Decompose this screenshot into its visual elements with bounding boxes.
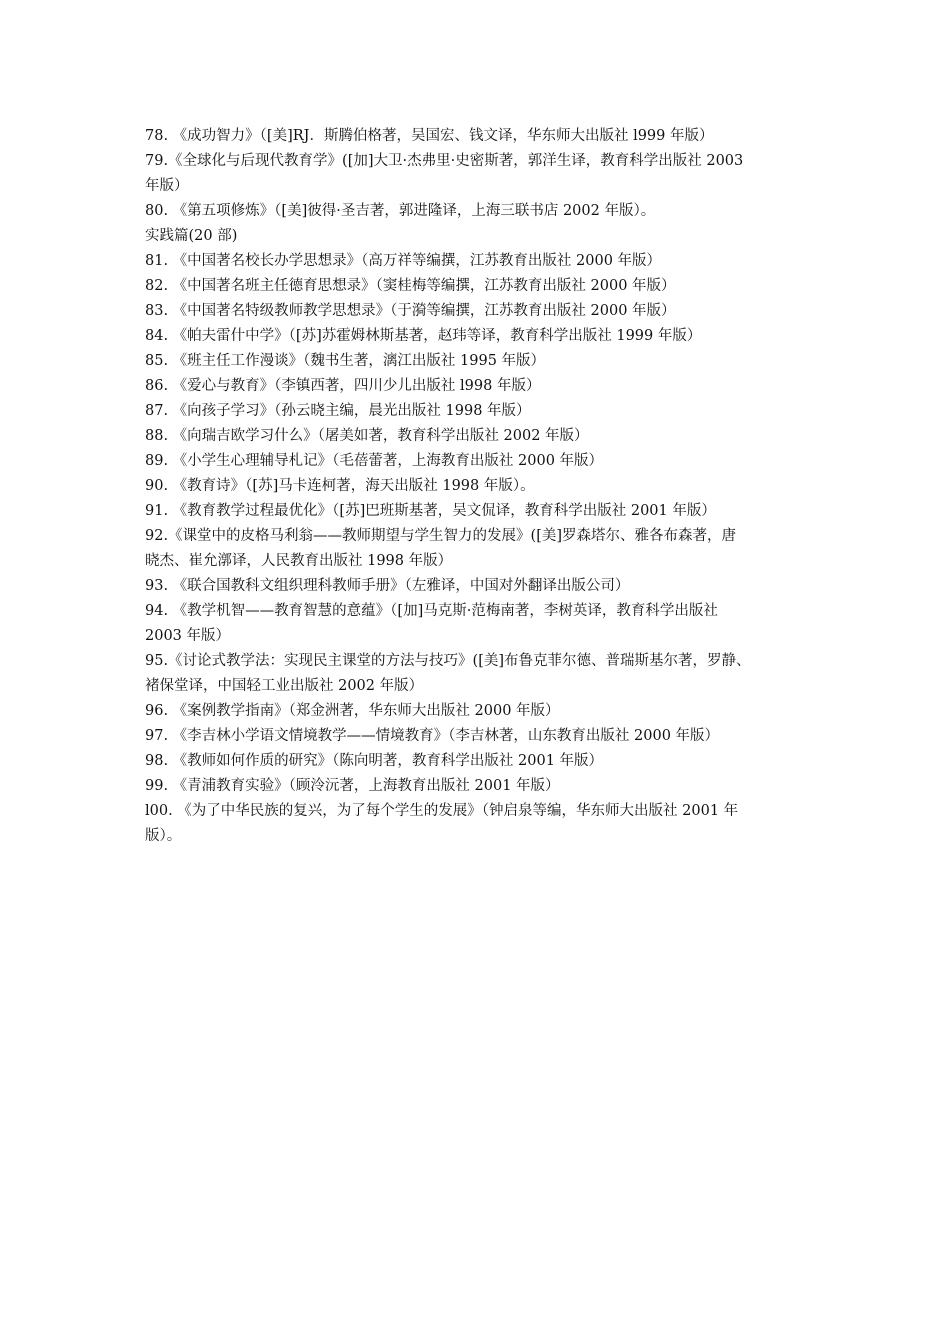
entry-text-line: 92.《课堂中的皮格马利翁——教师期望与学生智力的发展》([美]罗森塔尔、雅各布森著，唐 (145, 528, 737, 544)
entry-text-line: 82. 《中国著名班主任德育思想录》（窦桂梅等编撰，江苏教育出版社 2000 年版） (145, 278, 676, 294)
entry-text-line: l00. 《为了中华民族的复兴，为了每个学生的发展》（钟启泉等编，华东师大出版社 2001 年 (145, 803, 739, 819)
book-list-entry (145, 399, 810, 424)
entry-text-line: 实践篇(20 部) (145, 228, 238, 244)
book-list-entry (145, 224, 810, 249)
entry-text-line: 78. 《成功智力》（[美]RJ．斯腾伯格著，吴国宏、钱文译，华东师大出版社 l999 年版） (145, 128, 714, 144)
book-list-entry (145, 149, 810, 199)
entry-text-line: 2003 年版） (145, 628, 231, 644)
book-list-entry (145, 299, 810, 324)
book-list-entry (145, 599, 810, 649)
entry-text-line: 98. 《教师如何作质的研究》（陈向明著，教育科学出版社 2001 年版） (145, 753, 604, 769)
entry-text-line: 79.《全球化与后现代教育学》([加]大卫·杰弗里·史密斯著，郭洋生译，教育科学出版社 2003 (145, 153, 744, 169)
entry-text-line: 99. 《青浦教育实验》（顾泠沅著，上海教育出版社 2001 年版） (145, 778, 560, 794)
entry-text-line: 94. 《教学机智——教育智慧的意蕴》（[加]马克斯·范梅南著，李树英译，教育科学出版社 (145, 603, 718, 619)
book-list-entry (145, 349, 810, 374)
book-list-entry (145, 749, 810, 774)
book-list-entry (145, 799, 810, 849)
entry-text-line: 93. 《联合国教科文组织理科教师手册》（左雅译，中国对外翻译出版公司） (145, 578, 630, 594)
book-list-entry (145, 724, 810, 749)
entry-text-line: 88. 《向瑞吉欧学习什么》（屠美如著，教育科学出版社 2002 年版） (145, 428, 589, 444)
entry-text-line: 褚保堂译，中国轻工业出版社 2002 年版） (145, 678, 424, 694)
book-list-entry (145, 649, 810, 699)
book-list-entry (145, 324, 810, 349)
document-page (145, 124, 810, 849)
book-list-entry (145, 449, 810, 474)
entry-text-line: 91. 《教育教学过程最优化》（[苏]巴班斯基著，吴文侃译，教育科学出版社 2001 年版） (145, 503, 716, 519)
book-list-entry (145, 474, 810, 499)
entry-text-line: 年版） (145, 178, 189, 194)
book-list-entry (145, 374, 810, 399)
book-list-entry (145, 524, 810, 574)
entry-text-line: 86. 《爱心与教育》（李镇西著，四川少儿出版社 l998 年版） (145, 378, 541, 394)
entry-text-line: 80. 《第五项修炼》（[美]彼得·圣吉著，郭进隆译，上海三联书店 2002 年版）。 (145, 203, 656, 219)
entry-text-line: 83. 《中国著名特级教师教学思想录》（于漪等编撰，江苏教育出版社 2000 年版） (145, 303, 676, 319)
entry-text-line: 晓杰、崔允漷译，人民教育出版社 1998 年版） (145, 553, 453, 569)
entry-text-line: 版）。 (145, 828, 182, 844)
book-list-entry (145, 424, 810, 449)
book-list-entry (145, 574, 810, 599)
book-list-entry (145, 124, 810, 149)
entry-text-line: 89. 《小学生心理辅导札记》（毛蓓蕾著，上海教育出版社 2000 年版） (145, 453, 604, 469)
book-list-entry (145, 199, 810, 224)
book-list-entry (145, 499, 810, 524)
book-list-entry (145, 274, 810, 299)
entry-text-line: 95.《讨论式教学法：实现民主课堂的方法与技巧》([美]布鲁克菲尔德、普瑞斯基尔著，罗静、 (145, 653, 751, 669)
entry-text-line: 97. 《李吉林小学语文情境教学——情境教育》（李吉林著，山东教育出版社 2000 年版） (145, 728, 720, 744)
entry-text-line: 96. 《案例教学指南》（郑金洲著，华东师大出版社 2000 年版） (145, 703, 560, 719)
book-list-entry (145, 699, 810, 724)
entry-text-line: 81. 《中国著名校长办学思想录》（高万祥等编撰，江苏教育出版社 2000 年版） (145, 253, 662, 269)
book-list-entry (145, 774, 810, 799)
entry-text-line: 84. 《帕夫雷什中学》（[苏]苏霍姆林斯基著，赵玮等译，教育科学出版社 1999 年版） (145, 328, 702, 344)
book-list-entry (145, 249, 810, 274)
entry-text-line: 85. 《班主任工作漫谈》（魏书生著，漓江出版社 1995 年版） (145, 353, 546, 369)
entry-text-line: 90. 《教育诗》（[苏]马卡连柯著，海天出版社 1998 年版）。 (145, 478, 535, 494)
entry-text-line: 87. 《向孩子学习》（孙云晓主编，晨光出版社 1998 年版） (145, 403, 531, 419)
